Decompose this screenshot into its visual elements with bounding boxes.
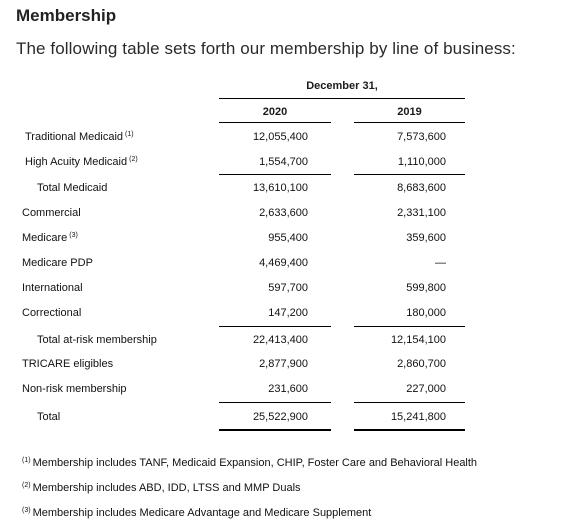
row-label: Medicare PDP [22,257,93,269]
row-label: International [22,282,83,294]
footnote-marker: (3) [69,232,78,239]
footnote: $^{(3)}$ Membership includes Medicare Advantage and Medicare Supplement [22,507,372,519]
footnote-marker: (1) [22,457,31,464]
table-row [0,156,562,176]
total-top-rule-2019 [354,402,465,403]
row-label: Total [37,411,61,423]
row-label: Total at-risk membership [37,334,157,346]
table-row [0,207,562,227]
footnote-marker: (2) [22,482,31,489]
subtotal-rule-2020 [219,174,331,175]
header-rule-2020 [219,122,331,123]
value-2019: 599,800 [406,282,446,294]
total-bottom-rule-2020 [219,429,331,431]
value-2020: 2,877,900 [259,358,308,370]
value-2019: 2,331,100 [397,207,446,219]
table-row [0,411,562,431]
value-2019: 359,600 [406,232,446,244]
row-label: Traditional Medicaid $^{(1)}$ [25,131,134,143]
table-row [0,131,562,151]
footnote: $^{(2)}$ Membership includes ABD, IDD, LTSS and MMP Duals [22,482,301,494]
row-label: Commercial [22,207,81,219]
table-row [0,334,562,354]
value-2019: 8,683,600 [397,182,446,194]
value-2020: 2,633,600 [259,207,308,219]
period-rule [219,98,465,99]
table-row [0,383,562,403]
value-2020: 1,554,700 [259,156,308,168]
value-2020: 12,055,400 [252,131,308,143]
row-label: High Acuity Medicaid $^{(2)}$ [25,156,138,168]
row-label: Total Medicaid [37,182,108,194]
value-2020: 13,610,100 [252,182,308,194]
value-2019: 227,000 [406,383,446,395]
subtotal-rule-2020 [219,326,331,327]
value-2019: 15,241,800 [390,411,446,423]
value-2020: 4,469,400 [259,257,308,269]
value-2019: 12,154,100 [390,334,446,346]
value-2020: 597,700 [268,282,308,294]
footnote-marker: (1) [125,131,134,138]
footnote-marker: (2) [129,156,138,163]
value-2019: 1,110,000 [397,156,446,168]
total-bottom-rule-2019 [354,429,465,431]
value-2020: 25,522,900 [252,411,308,423]
value-2019: 7,573,600 [397,131,446,143]
footnote-marker: (3) [22,507,31,514]
section-heading: Membership [16,6,117,25]
subtotal-rule-2019 [354,174,465,175]
total-top-rule-2020 [219,402,331,403]
table-row [0,182,562,202]
value-2019: — [435,257,446,269]
footnote: $^{(1)}$ Membership includes TANF, Medicaid Expansion, CHIP, Foster Care and Behavioral Health [22,457,478,469]
table-row [0,232,562,252]
value-2020: 147,200 [268,307,308,319]
value-2019: 180,000 [406,307,446,319]
value-2020: 231,600 [268,383,308,395]
row-label: TRICARE eligibles [22,358,114,370]
row-label: Correctional [22,307,82,319]
period-header: December 31, [306,80,378,92]
subtotal-rule-2019 [354,326,465,327]
column-header-2019: 2019 [397,106,422,118]
table-row [0,257,562,277]
table-row [0,307,562,327]
header-rule-2019 [354,122,465,123]
intro-text: The following table sets forth our membership by line of business: [16,39,516,58]
column-header-2020: 2020 [262,106,288,118]
value-2019: 2,860,700 [397,358,446,370]
value-2020: 22,413,400 [252,334,308,346]
row-label: Non-risk membership [22,383,127,395]
table-row [0,358,562,378]
table-row [0,282,562,302]
row-label: Medicare $^{(3)}$ [22,232,78,244]
value-2020: 955,400 [268,232,308,244]
